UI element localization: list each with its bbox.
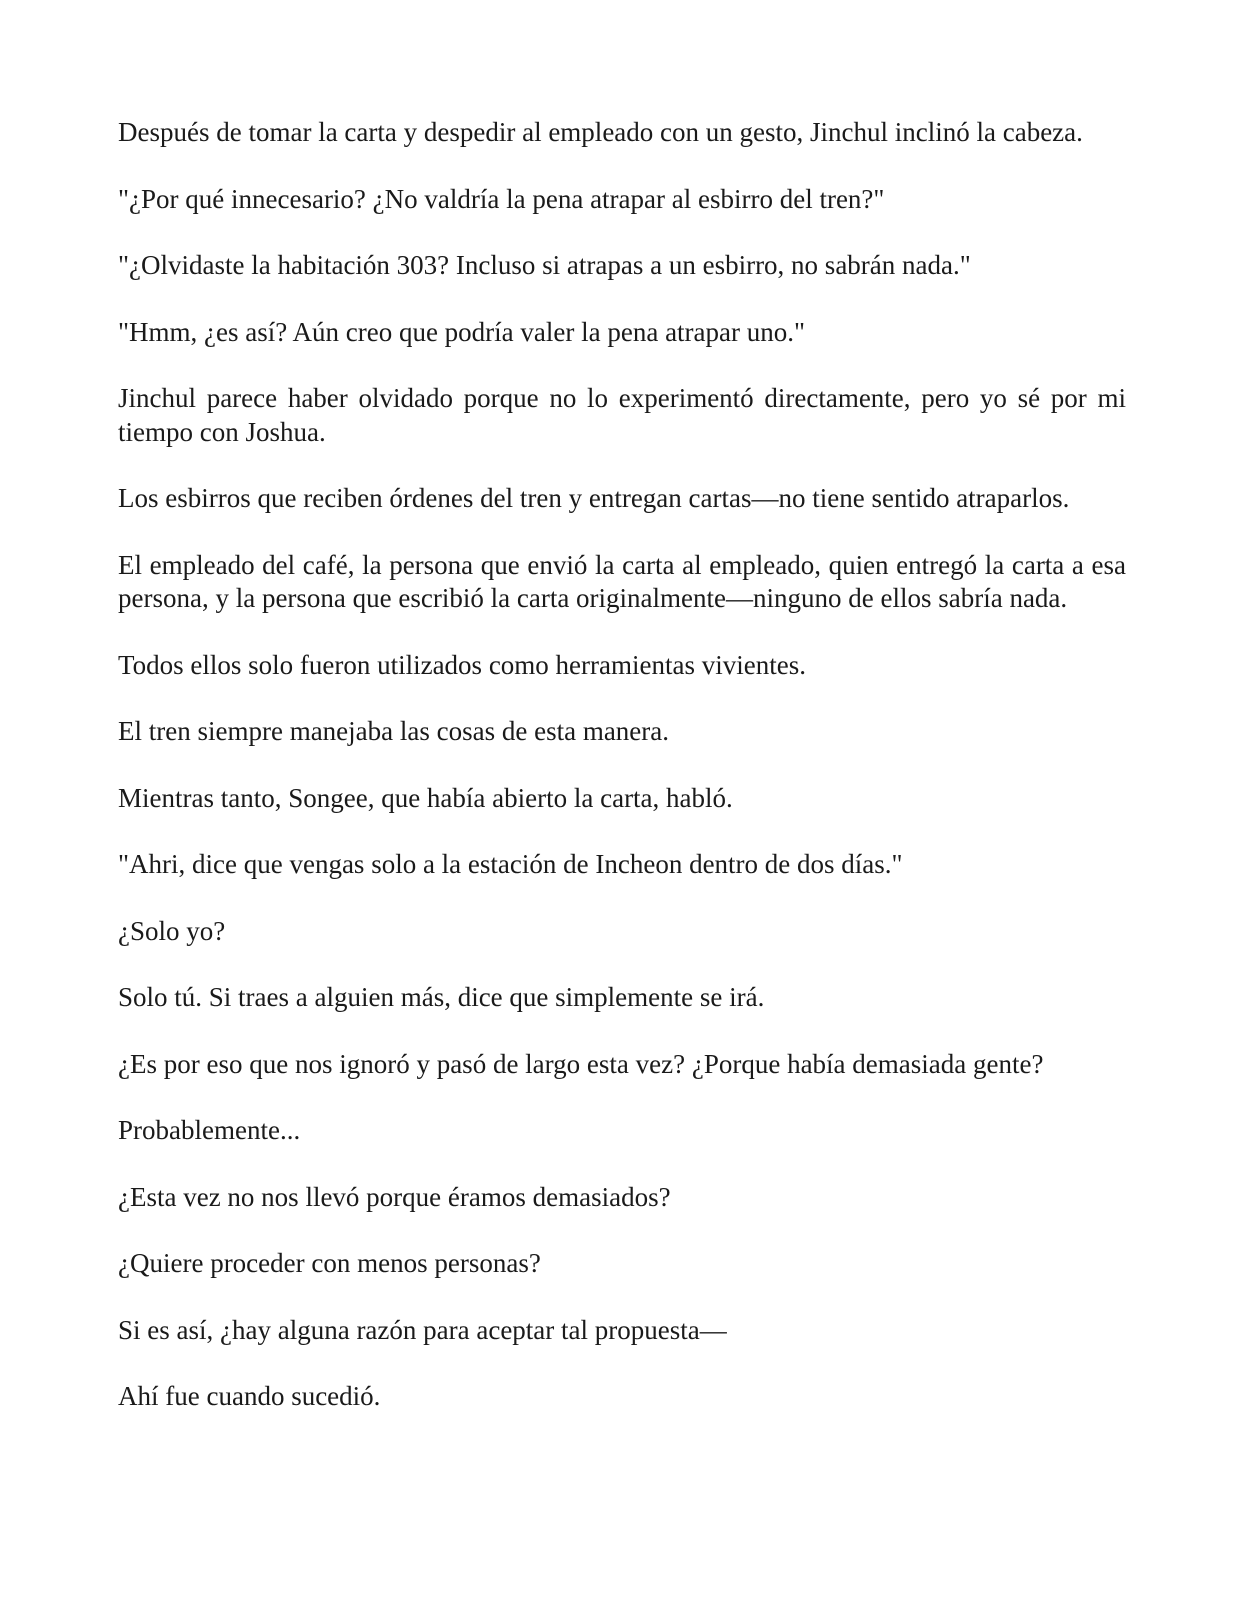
paragraph: ¿Es por eso que nos ignoró y pasó de largo esta vez? ¿Porque había demasiada gente? — [118, 1048, 1044, 1079]
paragraph: Los esbirros que reciben órdenes del tren y entregan cartas—no tiene sentido atraparlos. — [118, 483, 1070, 513]
paragraph: Jinchul parece haber olvidado porque no lo experimentó directamente, pero yo sé por mi tiempo con Joshua. — [118, 383, 1126, 447]
paragraph: El empleado del café, la persona que envió la carta al empleado, quien entregó la carta a esa persona, y la persona que escribió la carta originalmente—ninguno de ellos sabría nada. — [118, 549, 1126, 613]
paragraph: ¿Solo yo? — [118, 915, 226, 946]
paragraph: "Ahri, dice que vengas solo a la estación de Incheon dentro de dos días." — [118, 849, 903, 879]
paragraph: El tren siempre manejaba las cosas de esta manera. — [118, 716, 670, 746]
paragraph: Probablemente... — [118, 1115, 301, 1145]
paragraph: ¿Quiere proceder con menos personas? — [118, 1248, 541, 1278]
paragraph: Solo tú. Si traes a alguien más, dice que simplemente se irá. — [118, 982, 765, 1012]
body-text — [118, 116, 1126, 1447]
paragraph: "¿Por qué innecesario? ¿No valdría la pena atrapar al esbirro del tren?" — [118, 183, 885, 214]
paragraph: Si es así, ¿hay alguna razón para aceptar tal propuesta— — [118, 1314, 727, 1345]
paragraph: Después de tomar la carta y despedir al empleado con un gesto, Jinchul inclinó la cabeza. — [118, 117, 1083, 147]
paragraph: "Hmm, ¿es así? Aún creo que podría valer la pena atrapar uno." — [118, 316, 806, 347]
paragraph: ¿Esta vez no nos llevó porque éramos demasiados? — [118, 1181, 671, 1212]
paragraph: Todos ellos solo fueron utilizados como herramientas vivientes. — [118, 649, 806, 680]
paragraph: "¿Olvidaste la habitación 303? Incluso si atrapas a un esbirro, no sabrán nada." — [118, 250, 971, 280]
paragraph: Ahí fue cuando sucedió. — [118, 1381, 381, 1411]
paragraph: Mientras tanto, Songee, que había abierto la carta, habló. — [118, 782, 733, 813]
